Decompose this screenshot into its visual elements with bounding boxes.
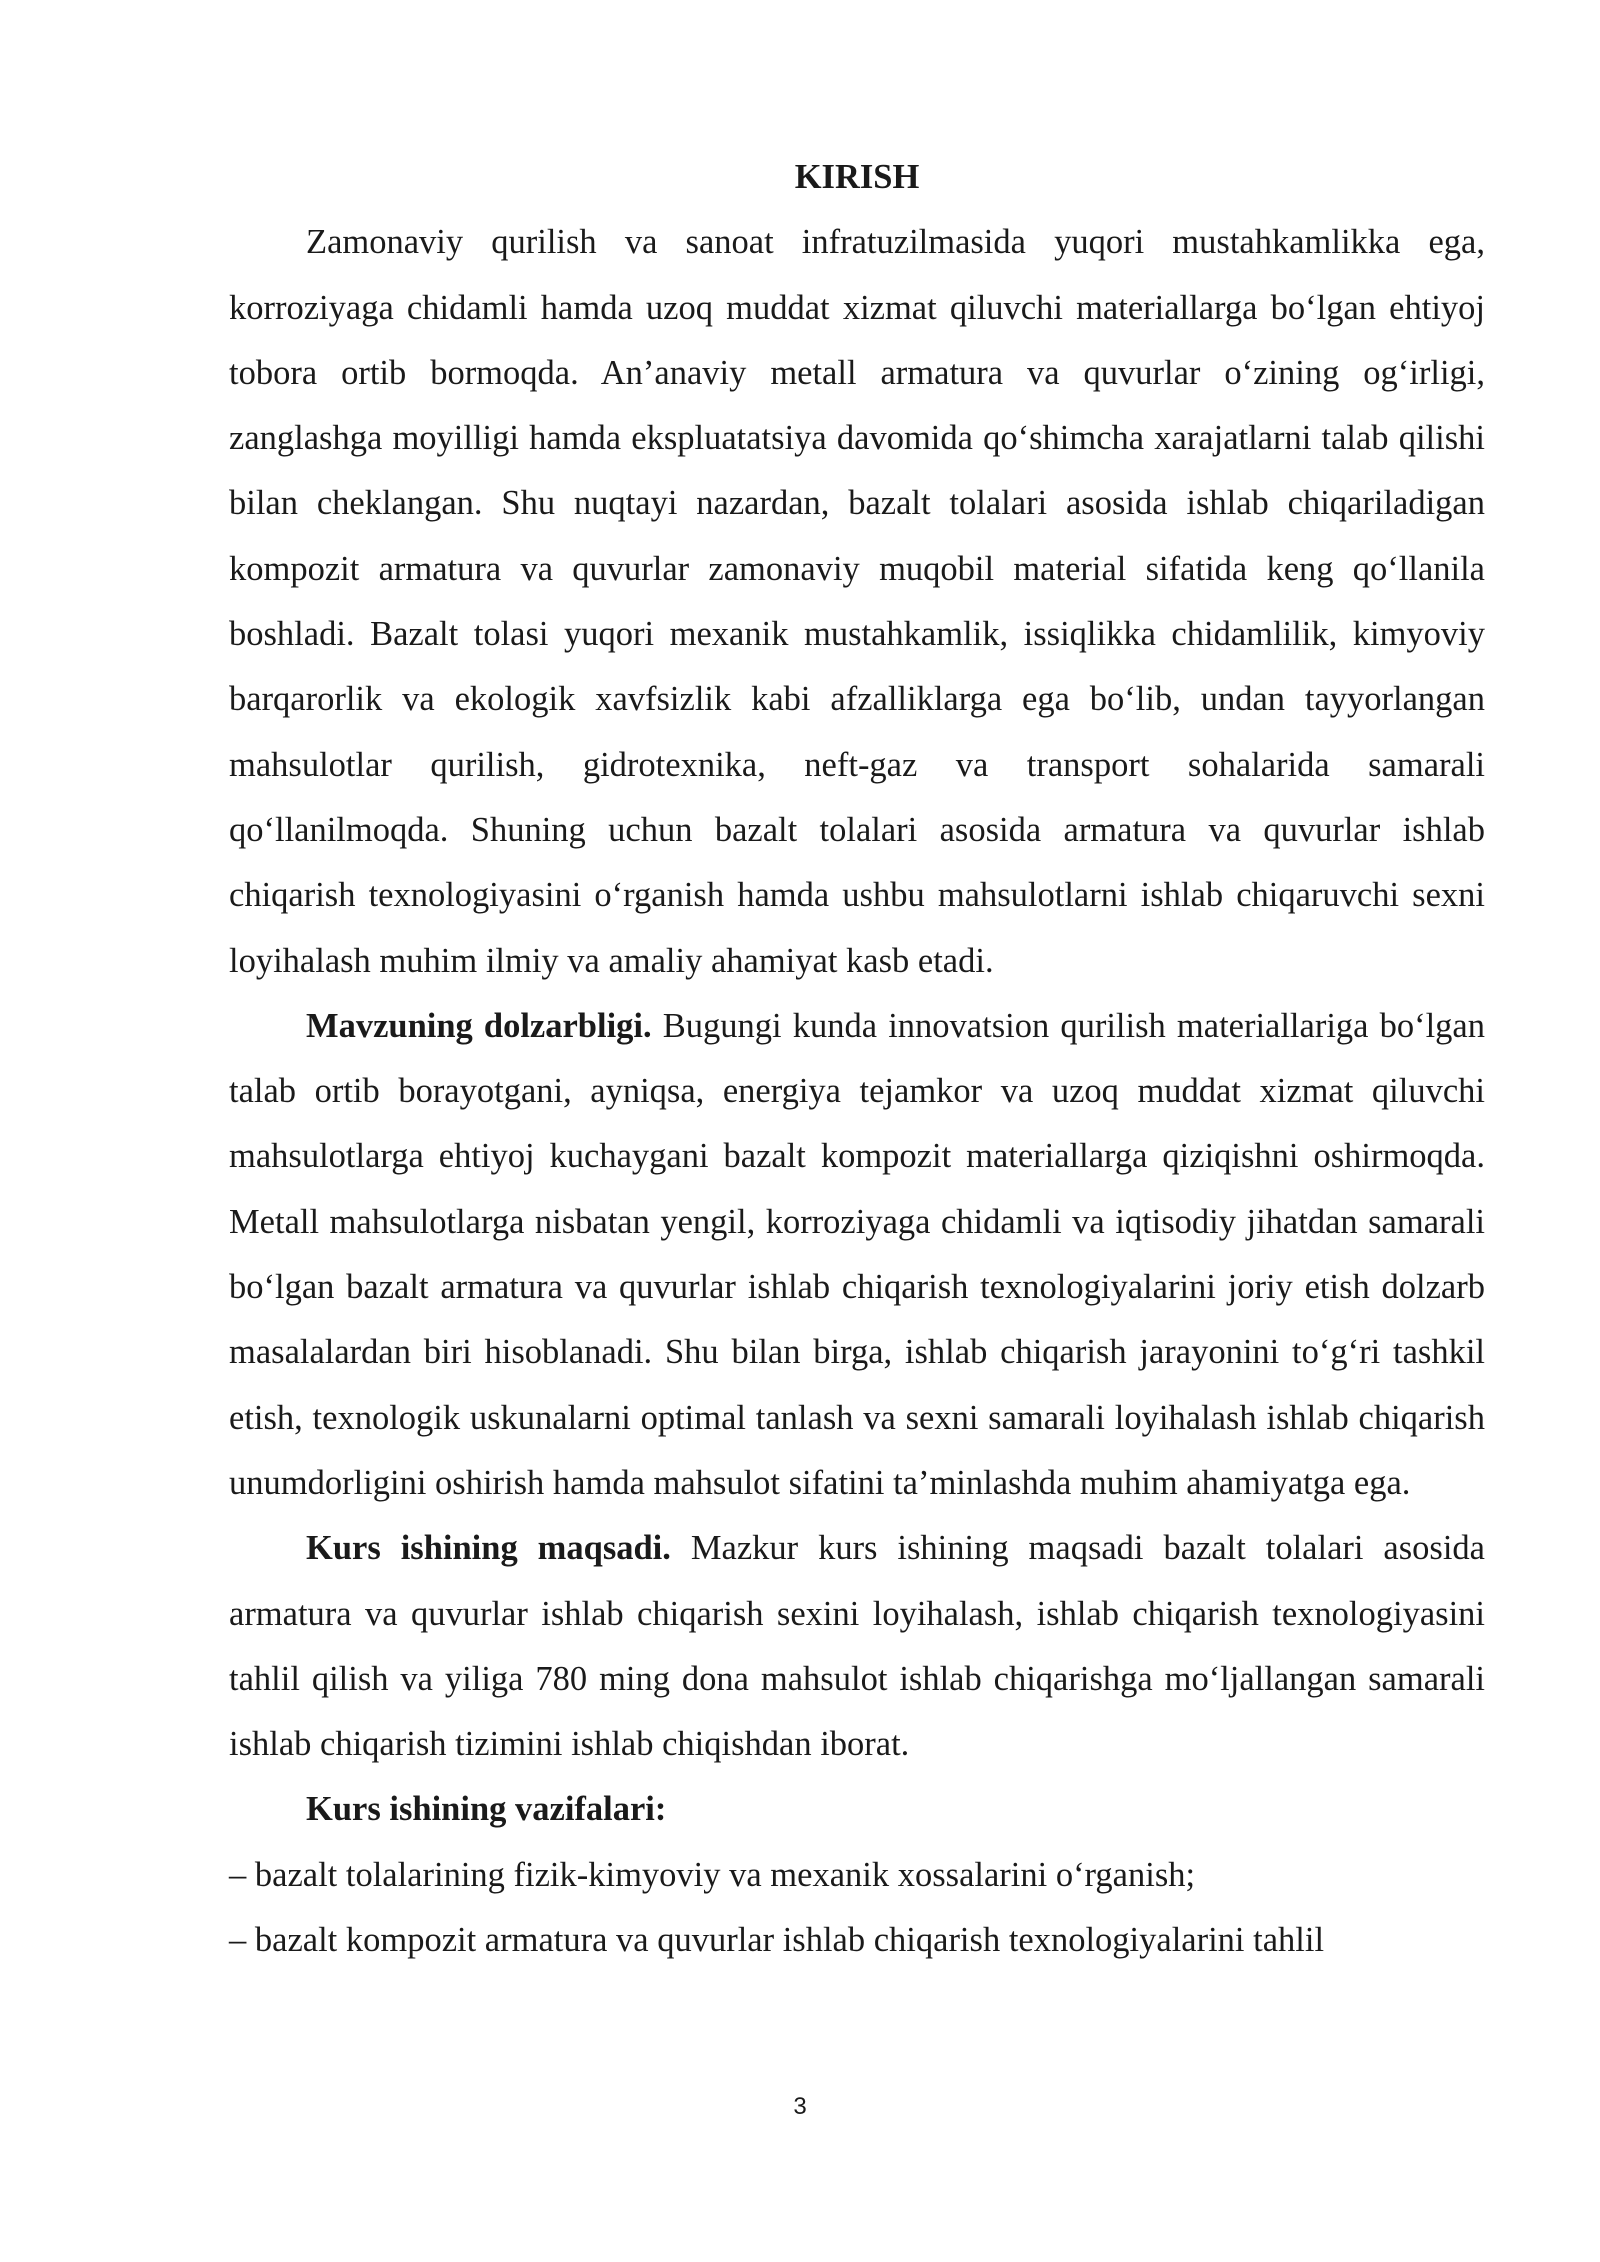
goal-text: Mazkur kurs ishining maqsadi bazalt tolalari asosida armatura va quvurlar ishlab chiqarish sexini loyihalash, ishlab chiqarish texnologiyasini tahlil qilish va yiliga 780 ming dona mahsulot ishlab chiqarishga mo‘ljallangan samarali ishlab chiqarish tizimini ishlab chiqishdan iborat. [229,1529,1485,1764]
page-content [229,145,1485,1973]
relevance-text: Bugungi kunda innovatsion qurilish materiallariga bo‘lgan talab ortib borayotgani, ayniqsa, energiya tejamkor va uzoq muddat xizmat qiluvchi mahsulotlarga ehtiyoj kuchaygani bazalt kompozit materiallarga qiziqishni oshirmoqda. Metall mahsulotlarga nisbatan yengil, korroziyaga chidamli va iqtisodiy jihatdan samarali bo‘lgan bazalt armatura va quvurlar ishlab chiqarish texnologiyalarini joriy etish dolzarb masalalardan biri hisoblanadi. Shu bilan birga, ishlab chiqarish jarayonini to‘g‘ri tashkil etish, texnologik uskunalarni optimal tanlash va sexni samarali loyihalash ishlab chiqarish unumdorligini oshirish hamda mahsulot sifatini ta’minlashda muhim ahamiyatga ega. [229,1006,1485,1502]
list-item: – bazalt kompozit armatura va quvurlar ishlab chiqarish texnologiyalarini tahlil [229,1921,1325,1960]
tasks-heading: Kurs ishining vazifalari: [306,1790,667,1829]
relevance-paragraph [229,994,1485,1516]
page-title: KIRISH [794,158,920,196]
tasks-heading-paragraph [229,1777,1485,1842]
intro-paragraph: Zamonaviy qurilish va sanoat infratuzilmasida yuqori mustahkamlikka ega, korroziyaga chidamli hamda uzoq muddat xizmat qiluvchi materiallarga bo‘lgan ehtiyoj tobora ortib bormoqda. An’anaviy metall armatura va quvurlar o‘zining og‘irligi, zanglashga moyilligi hamda ekspluatatsiya davomida qo‘shimcha xarajatlarni talab qilishi bilan cheklangan. Shu nuqtayi nazardan, bazalt tolalari asosida ishlab chiqariladigan kompozit armatura va quvurlar zamonaviy muqobil material sifatida keng qo‘llanila boshladi. Bazalt tolasi yuqori mexanik mustahkamlik, issiqlikka chidamlilik, kimyoviy barqarorlik va ekologik xavfsizlik kabi afzalliklarga ega bo‘lib, undan tayyorlangan mahsulotlar qurilish, gidrotexnika, neft-gaz va transport sohalarida samarali qo‘llanilmoqda. Shuning uchun bazalt tolalari asosida armatura va quvurlar ishlab chiqarish texnologiyasini o‘rganish hamda ushbu mahsulotlarni ishlab chiqaruvchi sexni loyihalash muhim ilmiy va amaliy ahamiyat kasb etadi. [229,223,1485,980]
goal-paragraph [229,1516,1485,1777]
list-item: – bazalt tolalarining fizik-kimyoviy va mexanik xossalarini o‘rganish; [229,1855,1196,1894]
relevance-heading: Mavzuning dolzarbligi. [306,1006,652,1045]
goal-heading: Kurs ishining maqsadi. [306,1529,671,1568]
page-number: 3 [793,2093,807,2120]
